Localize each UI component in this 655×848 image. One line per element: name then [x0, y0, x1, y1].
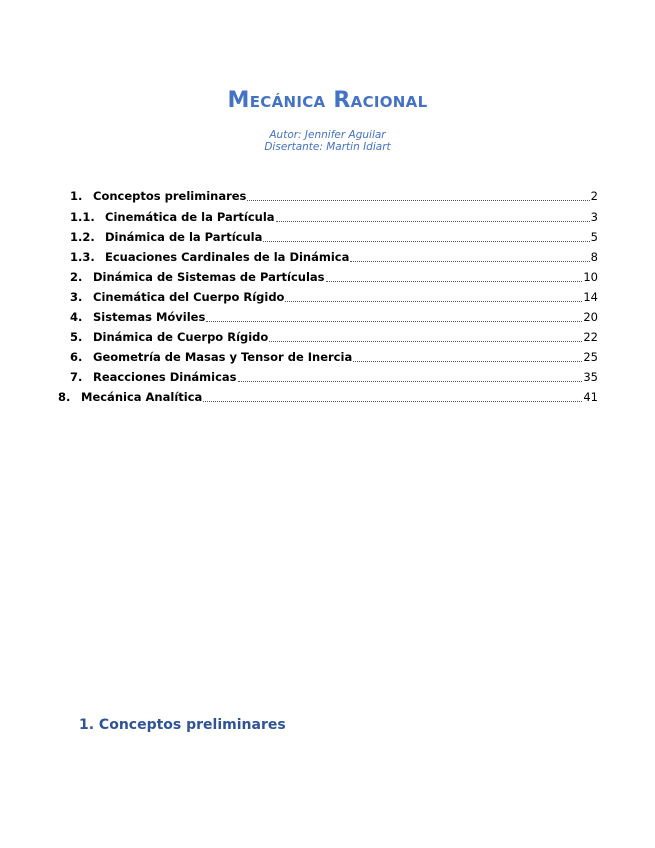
toc-entry-page: 25 [583, 350, 598, 364]
toc-entry-number: 1.1. [70, 210, 95, 224]
toc-entry[interactable] [70, 186, 598, 206]
toc-entry[interactable] [70, 207, 598, 227]
toc-entry-page: 5 [590, 230, 598, 244]
toc-entry-number: 6. [70, 350, 83, 364]
toc-dot-leader [203, 401, 582, 402]
toc-entry-title: Cinemática de la Partícula [105, 210, 275, 224]
toc-entry[interactable] [70, 347, 598, 367]
toc-entry-number: 4. [70, 310, 83, 324]
toc-entry-number: 8. [58, 390, 71, 404]
toc-entry-number: 3. [70, 290, 83, 304]
document-title: Mecánica Racional [227, 88, 428, 113]
toc-dot-leader [353, 361, 582, 362]
toc-entry-title: Ecuaciones Cardinales de la Dinámica [105, 250, 350, 264]
toc-entry[interactable] [70, 327, 598, 347]
toc-entry-title: Dinámica de la Partícula [105, 230, 263, 244]
lecturer-line: Disertante: Martin Idiart [264, 141, 391, 153]
toc-dot-leader [238, 381, 583, 382]
toc-entry-number: 1.3. [70, 250, 95, 264]
toc-entry[interactable] [70, 307, 598, 327]
toc-entry[interactable] [70, 247, 598, 267]
toc-entry-title: Conceptos preliminares [93, 189, 247, 203]
toc-entry-number: 1. [70, 189, 83, 203]
toc-entry-title: Dinámica de Sistemas de Partículas [93, 270, 325, 284]
toc-entry-title: Cinemática del Cuerpo Rígido [93, 290, 285, 304]
toc-entry-title: Dinámica de Cuerpo Rígido [93, 330, 269, 344]
toc-entry-page: 22 [583, 330, 598, 344]
toc-entry-page: 41 [583, 390, 598, 404]
toc-entry[interactable] [58, 387, 598, 407]
toc-entry-page: 20 [583, 310, 598, 324]
toc-entry-title: Reacciones Dinámicas [93, 370, 237, 384]
toc-entry[interactable] [70, 267, 598, 287]
section-heading: 1. Conceptos preliminares [79, 717, 286, 733]
toc-dot-leader [350, 261, 589, 262]
toc-entry-page: 3 [590, 210, 598, 224]
toc-entry-page: 35 [583, 370, 598, 384]
toc-entry-title: Geometría de Masas y Tensor de Inercia [93, 350, 353, 364]
toc-entry-page: 10 [583, 270, 598, 284]
toc-entry[interactable] [70, 227, 598, 247]
toc-entry-page: 14 [583, 290, 598, 304]
toc-entry-number: 2. [70, 270, 83, 284]
toc-entry-title: Mecánica Analítica [81, 390, 203, 404]
toc-dot-leader [276, 221, 590, 222]
toc-entry-page: 2 [590, 189, 598, 203]
toc-entry-number: 5. [70, 330, 83, 344]
toc-dot-leader [326, 281, 583, 282]
toc-dot-leader [206, 321, 582, 322]
toc-entry[interactable] [70, 287, 598, 307]
toc-entry[interactable] [70, 367, 598, 387]
toc-entry-page: 8 [590, 250, 598, 264]
author-line: Autor: Jennifer Aguilar [269, 129, 386, 141]
toc-entry-number: 1.2. [70, 230, 95, 244]
toc-dot-leader [247, 200, 589, 201]
toc-entry-title: Sistemas Móviles [93, 310, 206, 324]
toc-dot-leader [269, 341, 582, 342]
toc-dot-leader [285, 301, 582, 302]
toc-dot-leader [263, 241, 589, 242]
toc-entry-number: 7. [70, 370, 83, 384]
